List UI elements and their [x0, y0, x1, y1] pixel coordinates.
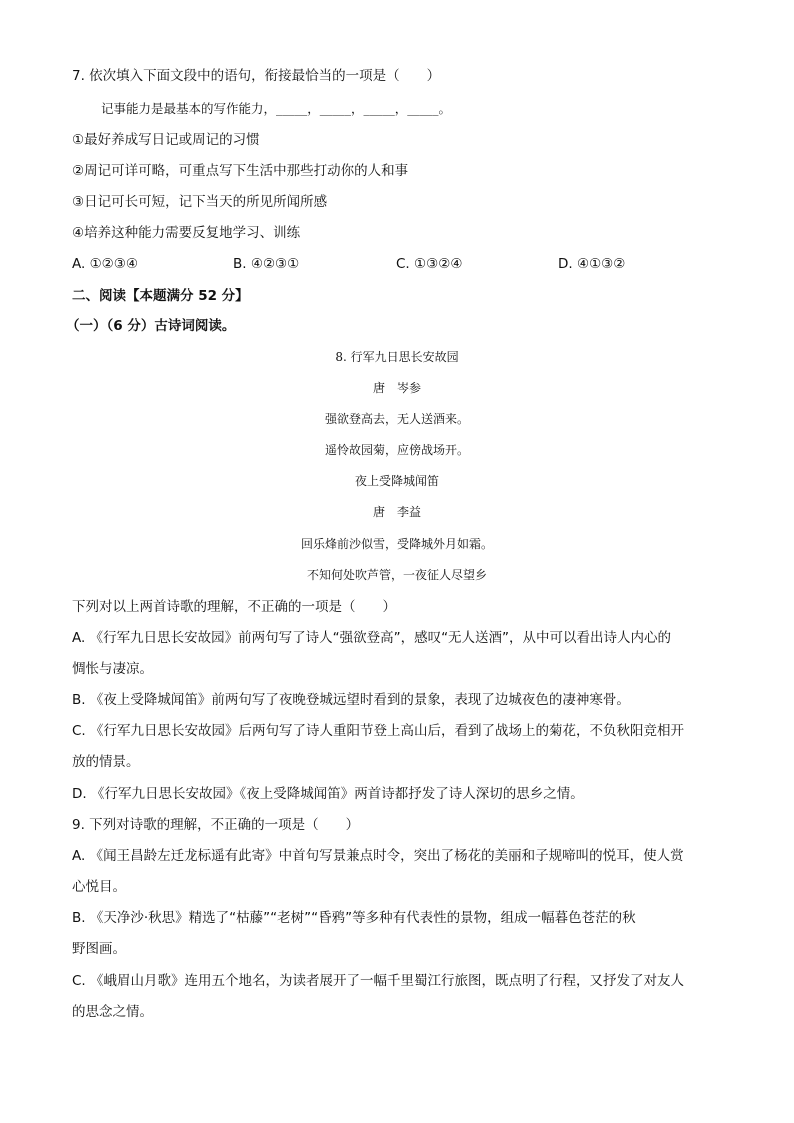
poem1-author: 唐 岑参: [372, 381, 421, 395]
q8-option-b: B. 《夜上受降城闻笛》前两句写了夜晚登城远望时看到的景象，表现了边城夜色的凄神寒骨。: [72, 692, 630, 708]
q8-option-a-line-1: A. 《行军九日思长安故园》前两句写了诗人“强欲登高”，感叹“无人送酒”，从中可以看出诗人内心的: [72, 630, 672, 646]
q9-option-b-line-1: B. 《天净沙·秋思》精选了“枯藤”“老树”“昏鸦”等多种有代表性的景物，组成一幅暮色苍茫的秋: [72, 910, 636, 926]
q7-sentence-3: ③日记可长可短，记下当天的所见所闻所感: [72, 194, 328, 210]
q9-stem: 9. 下列对诗歌的理解，不正确的一项是（ ）: [72, 817, 360, 833]
q7-passage: 记事能力是最基本的写作能力，_____，_____，_____，_____。: [101, 101, 452, 116]
poem2-title: 夜上受降城闻笛: [354, 474, 439, 488]
q9-option-b-line-2: 野图画。: [72, 941, 126, 957]
q7-stem: 7. 依次填入下面文段中的语句，衔接最恰当的一项是（ ）: [72, 68, 441, 84]
poem1-line-2: 遥怜故园菊，应傍战场开。: [324, 443, 469, 457]
q8-option-d: D. 《行军九日思长安故园》《夜上受降城闻笛》两首诗都抒发了诗人深切的思乡之情。: [72, 786, 584, 802]
q9-option-a-line-1: A. 《闻王昌龄左迁龙标遥有此寄》中首句写景兼点时令，突出了杨花的美丽和子规啼叫的悦耳，使人赏: [72, 848, 684, 864]
q8-option-a-line-2: 惆怅与凄凉。: [72, 661, 153, 677]
q7-option-d: D. ④①③②: [558, 256, 626, 272]
poem1-title: 8. 行军九日思长安故园: [335, 350, 459, 364]
section-part-heading: （一）（6 分）古诗词阅读。: [66, 318, 236, 334]
q8-option-c-line-2: 放的情景。: [72, 754, 140, 770]
q8-stem: 下列对以上两首诗歌的理解，不正确的一项是（ ）: [72, 599, 396, 615]
q7-option-c: C. ①③②④: [396, 256, 463, 272]
q7-sentence-1: ①最好养成写日记或周记的习惯: [72, 132, 260, 148]
q7-option-b: B. ④②③①: [233, 256, 300, 272]
poem2-author: 唐 李益: [372, 505, 421, 519]
poem2-line-1: 回乐烽前沙似雪，受降城外月如霜。: [300, 537, 493, 551]
q7-option-a: A. ①②③④: [72, 256, 138, 272]
q7-sentence-2: ②周记可详可略，可重点写下生活中那些打动你的人和事: [72, 163, 409, 179]
q8-option-c-line-1: C. 《行军九日思长安故园》后两句写了诗人重阳节登上高山后，看到了战场上的菊花，不负秋阳竞相开: [72, 723, 685, 739]
poem1-line-1: 强欲登高去，无人送酒来。: [324, 412, 469, 426]
q9-option-c-line-2: 的思念之情。: [72, 1004, 153, 1020]
poem2-line-2: 不知何处吹芦管，一夜征人尽望乡: [306, 568, 487, 582]
q7-sentence-4: ④培养这种能力需要反复地学习、训练: [72, 225, 301, 241]
q9-option-a-line-2: 心悦目。: [72, 879, 126, 895]
q9-option-c-line-1: C. 《峨眉山月歌》连用五个地名，为读者展开了一幅千里蜀江行旅图，既点明了行程，又抒发了对友人: [72, 973, 685, 989]
section-title: 二、阅读【本题满分 52 分】: [72, 288, 249, 304]
